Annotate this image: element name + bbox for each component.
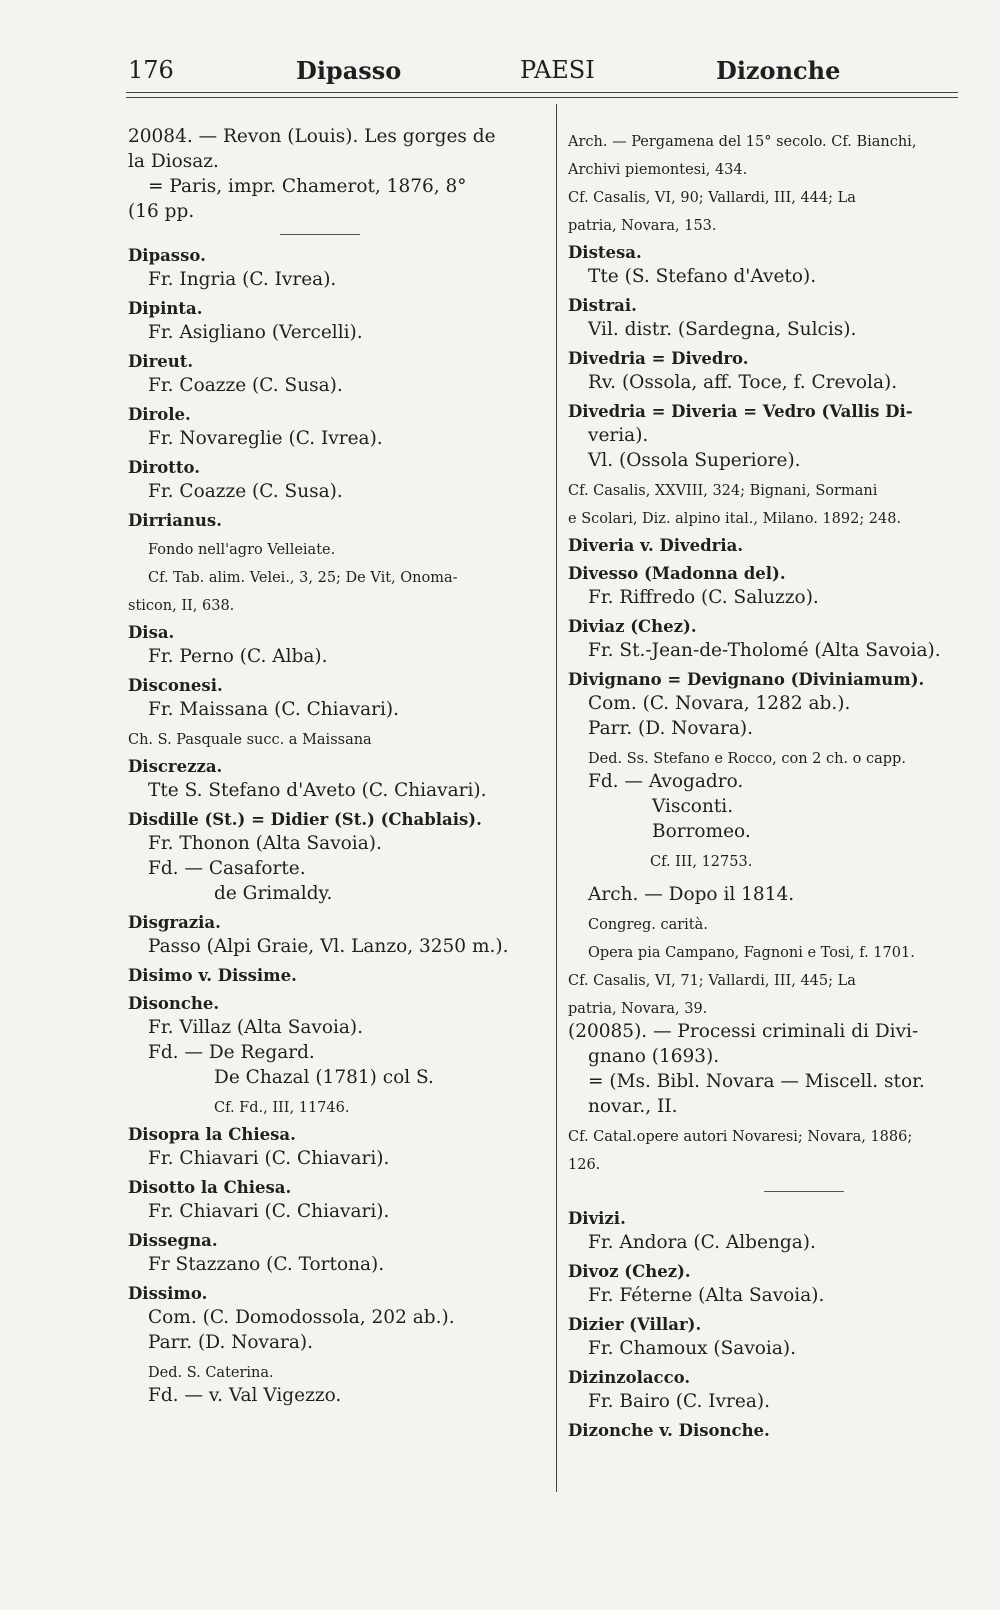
entry-note: Opera pia Campano, Fagnoni e Tosi, f. 1701. xyxy=(588,945,915,961)
entry-heading: Divedria = Diveria = Vedro (Vallis Di- xyxy=(568,402,913,421)
entry-heading: Dipinta. xyxy=(128,299,203,318)
entry-note: Congreg. carità. xyxy=(588,917,708,933)
entry-line: Fr. Thonon (Alta Savoia). xyxy=(148,833,382,854)
header-rule-top xyxy=(126,92,958,93)
page-header xyxy=(0,56,1000,96)
entry-line: (16 pp. xyxy=(128,201,195,222)
page-number: 176 xyxy=(128,56,174,84)
entry-line: Fd. — Casaforte. xyxy=(148,858,306,879)
entry-line: Rv. (Ossola, aff. Toce, f. Crevola). xyxy=(588,372,898,393)
entry-note: Cf. Casalis, VI, 71; Vallardi, III, 445; La xyxy=(568,973,856,989)
entry-line: de Grimaldy. xyxy=(214,883,333,904)
entry-heading: Dizinzolacco. xyxy=(568,1368,691,1387)
right-column xyxy=(568,124,964,1442)
entry-heading: Diviaz (Chez). xyxy=(568,617,697,636)
entry-note: sticon, II, 638. xyxy=(128,598,235,614)
entry-heading: Disopra la Chiesa. xyxy=(128,1125,296,1144)
entry-line: Fr Stazzano (C. Tortona). xyxy=(148,1254,385,1275)
entry-line: Vl. (Ossola Superiore). xyxy=(588,450,801,471)
entry-heading: Dirrianus. xyxy=(128,511,222,530)
entry-line: 20084. — Revon (Louis). Les gorges de xyxy=(128,126,496,147)
header-rule-bottom xyxy=(126,97,958,98)
entry-heading: Divesso (Madonna del). xyxy=(568,564,786,583)
entry-heading: Dissimo. xyxy=(128,1284,208,1303)
left-column xyxy=(128,124,548,1408)
header-section-title: PAESI xyxy=(520,56,595,84)
entry-heading: Dirotto. xyxy=(128,458,200,477)
entry-heading: Divignano = Devignano (Diviniamum). xyxy=(568,670,925,689)
separator-rule xyxy=(764,1191,844,1193)
entry-line: Fr. Villaz (Alta Savoia). xyxy=(148,1017,364,1038)
entry-heading: Dissegna. xyxy=(128,1231,218,1250)
entry-line: la Diosaz. xyxy=(128,151,219,172)
entry-note: 126. xyxy=(568,1157,601,1173)
entry-heading: Distrai. xyxy=(568,296,637,315)
header-left-word: Dipasso xyxy=(296,56,402,85)
entry-note: patria, Novara, 153. xyxy=(568,218,717,234)
entry-line: Parr. (D. Novara). xyxy=(148,1332,313,1353)
entry-note: Cf. Casalis, XXVIII, 324; Bignani, Sormani xyxy=(568,483,878,499)
entry-heading: Disa. xyxy=(128,623,175,642)
entry-note: Ded. Ss. Stefano e Rocco, con 2 ch. o capp. xyxy=(588,751,906,767)
entry-line: (20085). — Processi criminali di Divi- xyxy=(568,1021,919,1042)
entry-note: e Scolari, Diz. alpino ital., Milano. 1892; 248. xyxy=(568,511,902,527)
entry-line: Fr. St.-Jean-de-Tholomé (Alta Savoia). xyxy=(588,640,941,661)
entry-line: Fd. — v. Val Vigezzo. xyxy=(148,1385,342,1406)
entry-heading: Disconesi. xyxy=(128,676,223,695)
entry-line: Tte S. Stefano d'Aveto (C. Chiavari). xyxy=(148,780,487,801)
entry-line: Fr. Andora (C. Albenga). xyxy=(588,1232,816,1253)
entry-line: Fr. Coazze (C. Susa). xyxy=(148,481,343,502)
entry-line: Fr. Chiavari (C. Chiavari). xyxy=(148,1148,390,1169)
entry-line: Fr. Chamoux (Savoia). xyxy=(588,1338,796,1359)
entry-line: Fr. Bairo (C. Ivrea). xyxy=(588,1391,770,1412)
entry-heading: Disgrazia. xyxy=(128,913,221,932)
entry-heading: Disimo v. Dissime. xyxy=(128,966,297,985)
entry-heading: Divizi. xyxy=(568,1209,626,1228)
entry-line: Fr. Riffredo (C. Saluzzo). xyxy=(588,587,819,608)
entry-heading: Dirole. xyxy=(128,405,191,424)
entry-heading: Dipasso. xyxy=(128,246,206,265)
entry-line: veria). xyxy=(588,425,649,446)
entry-heading: Disdille (St.) = Didier (St.) (Chablais). xyxy=(128,810,482,829)
entry-heading: Diveria v. Divedria. xyxy=(568,536,744,555)
entry-line: Fr. Ingria (C. Ivrea). xyxy=(148,269,337,290)
entry-heading: Distesa. xyxy=(568,243,642,262)
entry-line: Fr. Asigliano (Vercelli). xyxy=(148,322,363,343)
entry-note: Arch. — Pergamena del 15° secolo. Cf. Bianchi, xyxy=(568,134,917,150)
separator-rule xyxy=(280,234,360,236)
entry-note: Cf. Casalis, VI, 90; Vallardi, III, 444; La xyxy=(568,190,856,206)
entry-line: Parr. (D. Novara). xyxy=(588,718,753,739)
entry-line: Com. (C. Domodossola, 202 ab.). xyxy=(148,1307,455,1328)
entry-line: Passo (Alpi Graie, Vl. Lanzo, 3250 m.). xyxy=(148,936,509,957)
entry-heading: Direut. xyxy=(128,352,194,371)
entry-line: Fr. Perno (C. Alba). xyxy=(148,646,328,667)
entry-line: Com. (C. Novara, 1282 ab.). xyxy=(588,693,851,714)
entry-heading: Dizonche v. Disonche. xyxy=(568,1421,770,1440)
entry-note: Fondo nell'agro Velleiate. xyxy=(148,542,336,558)
entry-heading: Dizier (Villar). xyxy=(568,1315,702,1334)
entry-note: Cf. Tab. alim. Velei., 3, 25; De Vit, Onoma- xyxy=(148,570,458,586)
entry-line: Arch. — Dopo il 1814. xyxy=(588,884,795,905)
entry-line: = (Ms. Bibl. Novara — Miscell. stor. xyxy=(588,1071,925,1092)
column-divider xyxy=(556,104,557,1492)
entry-line: Fd. — Avogadro. xyxy=(588,771,744,792)
entry-note: Cf. III, 12753. xyxy=(650,854,753,870)
header-right-word: Dizonche xyxy=(716,56,841,85)
entry-line: gnano (1693). xyxy=(588,1046,720,1067)
entry-line: Vil. distr. (Sardegna, Sulcis). xyxy=(588,319,857,340)
entry-heading: Divoz (Chez). xyxy=(568,1262,691,1281)
entry-line: Fr. Maissana (C. Chiavari). xyxy=(148,699,399,720)
entry-line: novar., II. xyxy=(588,1096,678,1117)
entry-line: Fd. — De Regard. xyxy=(148,1042,315,1063)
entry-line: = Paris, impr. Chamerot, 1876, 8° xyxy=(148,176,467,197)
entry-line: Fr. Féterne (Alta Savoia). xyxy=(588,1285,825,1306)
entry-note: Archivi piemontesi, 434. xyxy=(568,162,748,178)
entry-line: De Chazal (1781) col S. xyxy=(214,1067,434,1088)
entry-note: Cf. Catal.opere autori Novaresi; Novara, 1886; xyxy=(568,1129,913,1145)
entry-heading: Disonche. xyxy=(128,994,220,1013)
entry-note: patria, Novara, 39. xyxy=(568,1001,708,1017)
entry-note: Cf. Fd., III, 11746. xyxy=(214,1100,350,1116)
entry-heading: Discrezza. xyxy=(128,757,223,776)
entry-heading: Disotto la Chiesa. xyxy=(128,1178,292,1197)
entry-line: Fr. Coazze (C. Susa). xyxy=(148,375,343,396)
entry-line: Borromeo. xyxy=(652,821,751,842)
entry-line: Tte (S. Stefano d'Aveto). xyxy=(588,266,817,287)
entry-line: Fr. Chiavari (C. Chiavari). xyxy=(148,1201,390,1222)
entry-note: Ch. S. Pasquale succ. a Maissana xyxy=(128,732,372,748)
entry-line: Fr. Novareglie (C. Ivrea). xyxy=(148,428,383,449)
entry-line: Visconti. xyxy=(652,796,734,817)
entry-heading: Divedria = Divedro. xyxy=(568,349,749,368)
entry-note: Ded. S. Caterina. xyxy=(148,1365,274,1381)
